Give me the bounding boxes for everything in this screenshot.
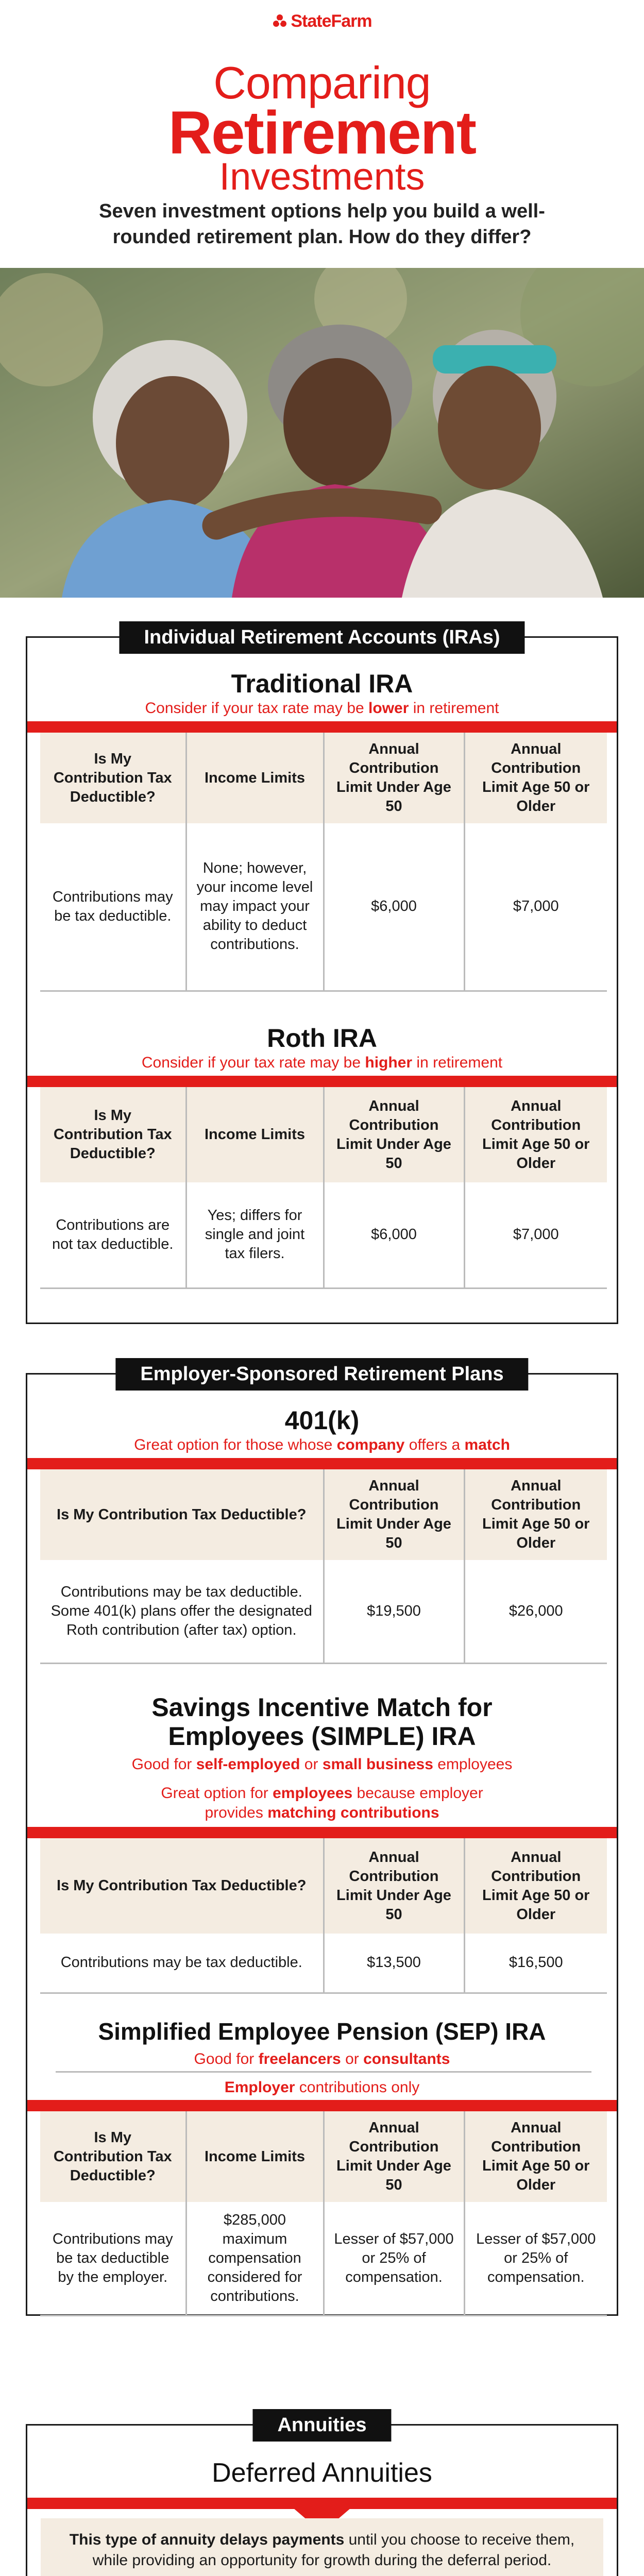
header-cell: Is My Contribution Tax Deductible? <box>40 1838 324 1934</box>
table-row <box>40 1934 607 1993</box>
sub-text: contributions only <box>295 2079 420 2096</box>
table-cell: $7,000 <box>464 1182 607 1288</box>
traditional-ira-subtitle <box>27 699 617 718</box>
header-cell: Annual Contribution Limit Under Age 50 <box>324 2111 464 2202</box>
sub-emphasis: Employer <box>224 2079 295 2096</box>
sub-text: Great option for <box>161 1785 273 1802</box>
sub-text: Consider if your tax rate may be <box>145 700 369 717</box>
sep-ira-title: Simplified Employee Pension (SEP) IRA <box>98 2018 546 2045</box>
header-cell: Annual Contribution Limit Under Age 50 <box>324 1469 464 1560</box>
table-cell: $16,500 <box>464 1934 607 1993</box>
table-header-row <box>40 2111 607 2202</box>
k401-table <box>40 1469 607 1664</box>
table-cell: $285,000 maximum compensation considered for contributions. <box>186 2202 324 2315</box>
simple-ira-subtitle-1 <box>27 1755 617 1774</box>
traditional-ira-table <box>40 733 607 992</box>
sub-text: employees <box>433 1756 513 1773</box>
title-line: Savings Incentive Match for <box>151 1693 493 1722</box>
sep-ira-subtitle-1 <box>27 2049 617 2069</box>
roth-ira-subtitle <box>27 1053 617 1073</box>
simple-ira-title <box>27 1693 617 1751</box>
table-cell: Contributions may be tax deductible. <box>40 823 186 991</box>
sub-text: Consider if your tax rate may be <box>141 1054 365 1071</box>
table-cell: $26,000 <box>464 1560 607 1663</box>
table-header-row <box>40 1469 607 1560</box>
sub-text: or <box>341 2050 364 2067</box>
table-cell: Contributions may be tax deductible by the employer. <box>40 2202 186 2315</box>
employer-section <box>26 1363 618 2316</box>
table-cell: Lesser of $57,000 or 25% of compensation. <box>324 2202 464 2315</box>
deferred-annuities-title: Deferred Annuities <box>212 2458 432 2488</box>
para-emphasis: This type of annuity delays payments <box>69 2531 345 2548</box>
table-cell: $7,000 <box>464 823 607 991</box>
table-cell: $13,500 <box>324 1934 464 1993</box>
header-cell: Annual Contribution Limit Under Age 50 <box>324 733 464 823</box>
divider-line <box>56 2071 591 2073</box>
sub-text: Good for <box>194 2050 259 2067</box>
header-cell: Income Limits <box>186 733 324 823</box>
simple-ira-subtitle-2 <box>27 1784 617 1823</box>
table-row <box>40 1560 607 1663</box>
red-divider <box>27 1458 617 1469</box>
statefarm-logo <box>0 11 644 31</box>
header-cell: Is My Contribution Tax Deductible? <box>40 1469 324 1560</box>
sub-emphasis: higher <box>365 1054 413 1071</box>
sub-text: or <box>300 1756 323 1773</box>
header-cell: Annual Contribution Limit Under Age 50 <box>324 1087 464 1182</box>
red-divider <box>27 721 617 733</box>
header-cell: Annual Contribution Limit Age 50 or Older <box>464 1469 607 1560</box>
sub-emphasis: employees <box>273 1785 353 1802</box>
table-cell: None; however, your income level may impact your ability to deduct contributions. <box>186 823 324 991</box>
annuities-section <box>26 2414 618 2576</box>
annuities-section-label: Annuities <box>252 2409 391 2442</box>
title-line-3: Investments <box>219 155 425 198</box>
sub-text: provides <box>205 1804 268 1821</box>
sub-text: Great option for those whose <box>134 1436 337 1453</box>
sub-emphasis: lower <box>368 700 409 717</box>
sub-emphasis: freelancers <box>258 2050 341 2067</box>
header-cell: Annual Contribution Limit Age 50 or Older <box>464 733 607 823</box>
employer-section-label: Employer-Sponsored Retirement Plans <box>115 1358 528 1391</box>
red-divider <box>27 2100 617 2111</box>
sub-text: in retirement <box>409 700 499 717</box>
deferred-para-1 <box>41 2518 603 2576</box>
table-cell: Yes; differs for single and joint tax filers. <box>186 1182 324 1288</box>
red-divider <box>27 1076 617 1087</box>
logo-text: StateFarm <box>291 11 372 31</box>
header-cell: Is My Contribution Tax Deductible? <box>40 2111 186 2202</box>
roth-ira-table <box>40 1087 607 1289</box>
table-cell: $19,500 <box>324 1560 464 1663</box>
title-line-1: Comparing <box>213 57 431 108</box>
ira-section-label: Individual Retirement Accounts (IRAs) <box>119 621 524 654</box>
header-cell: Income Limits <box>186 2111 324 2202</box>
sub-emphasis: match <box>464 1436 510 1453</box>
title-line-2: Retirement <box>168 99 476 167</box>
table-cell: Contributions are not tax deductible. <box>40 1182 186 1288</box>
sub-emphasis: consultants <box>363 2050 450 2067</box>
sub-emphasis: matching contributions <box>267 1804 439 1821</box>
table-header-row <box>40 1838 607 1934</box>
sub-emphasis: small business <box>322 1756 433 1773</box>
k401-subtitle <box>27 1435 617 1455</box>
sep-ira-subtitle-2 <box>27 2078 617 2097</box>
para-text: until you choose to receive them, while providing an opportunity for growth during the deferral period. <box>92 2531 575 2569</box>
header-cell: Annual Contribution Limit Age 50 or Older <box>464 1087 607 1182</box>
hero-photo <box>0 268 644 598</box>
red-divider <box>27 2498 617 2509</box>
sub-emphasis: company <box>336 1436 405 1453</box>
header-cell: Annual Contribution Limit Under Age 50 <box>324 1838 464 1934</box>
simple-ira-table <box>40 1838 607 1994</box>
ira-section <box>26 626 618 1324</box>
title-line: Employees (SIMPLE) IRA <box>168 1722 476 1751</box>
sub-text: Good for <box>131 1756 196 1773</box>
sub-text: offers a <box>404 1436 465 1453</box>
table-row <box>40 823 607 991</box>
table-cell: Lesser of $57,000 or 25% of compensation. <box>464 2202 607 2315</box>
sub-emphasis: self-employed <box>196 1756 300 1773</box>
traditional-ira-title: Traditional IRA <box>231 669 413 698</box>
subtitle: Seven investment options help you build a well-rounded retirement plan. How do they differ? <box>99 200 545 248</box>
header-cell: Annual Contribution Limit Age 50 or Older <box>464 2111 607 2202</box>
sep-ira-table <box>40 2111 607 2316</box>
statefarm-ovals-icon <box>272 13 287 29</box>
header-cell: Annual Contribution Limit Age 50 or Older <box>464 1838 607 1934</box>
table-header-row <box>40 1087 607 1182</box>
hero-photo-illustration <box>0 268 644 598</box>
sub-text: because employer <box>352 1785 483 1802</box>
k401-title: 401(k) <box>284 1406 360 1435</box>
header-cell: Income Limits <box>186 1087 324 1182</box>
red-divider <box>27 1827 617 1838</box>
table-cell: Contributions may be tax deductible. <box>40 1934 324 1993</box>
header-cell: Is My Contribution Tax Deductible? <box>40 733 186 823</box>
table-cell: Contributions may be tax deductible. Some 401(k) plans offer the designated Roth contribution (after tax) option. <box>40 1560 324 1663</box>
table-header-row <box>40 733 607 823</box>
header-cell: Is My Contribution Tax Deductible? <box>40 1087 186 1182</box>
table-cell: $6,000 <box>324 1182 464 1288</box>
table-row <box>40 2202 607 2315</box>
table-row <box>40 1182 607 1288</box>
table-cell: $6,000 <box>324 823 464 991</box>
sub-text: in retirement <box>412 1054 503 1071</box>
roth-ira-title: Roth IRA <box>267 1024 377 1053</box>
